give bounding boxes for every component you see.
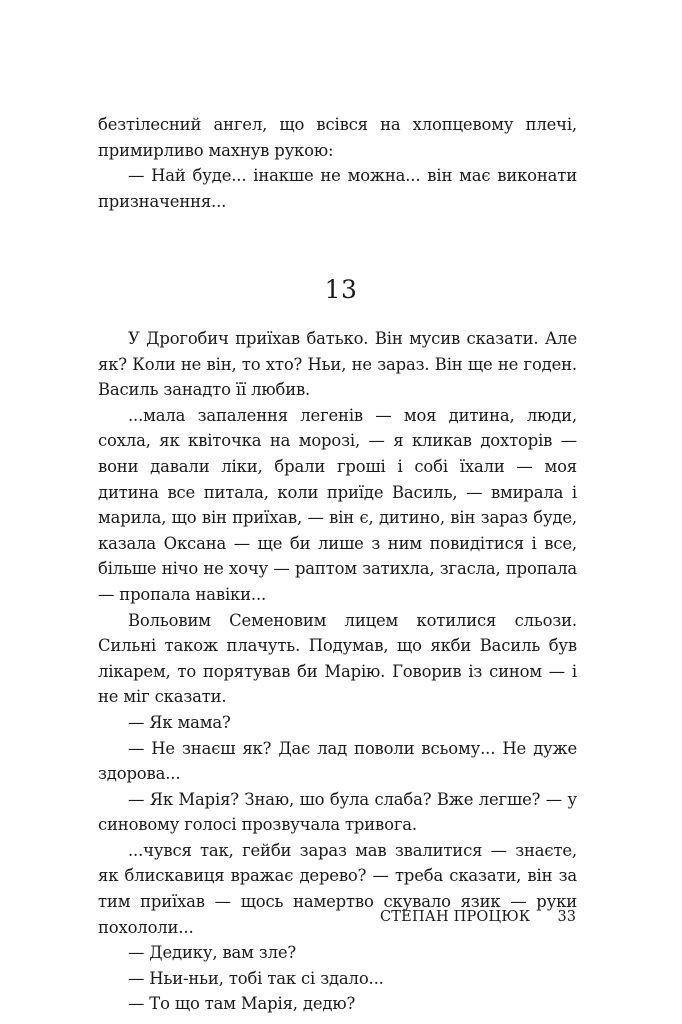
paragraph: ...чувся так, гейби зараз мав звалитися — знаєте, як блискавиця вражає дерево? — треба сказати, він за тим приїхав — щось намертво скувало язик — руки похололи... <box>98 840 577 937</box>
dialogue-line: — Ньи-ньи, тобі так сі здало... <box>128 968 384 988</box>
paragraph: — Най буде... інакше не можна... він має виконати призначення... <box>98 166 577 211</box>
dialogue-line: — Як мама? <box>128 712 231 732</box>
paragraph: Вольовим Семеновим лицем котилися сльози. Сильні також плачуть. Подумав, що якби Василь був лікарем, то порятував би Марію. Говорив із сином — і не міг сказати. <box>98 610 577 707</box>
paragraph: ...мала запалення легенів — моя дитина, люди, сохла, як квіточка на морозі, — я кликав дохторів — вони давали ліки, брали гроші і собі їхали — моя дитина все питала, коли приїде Василь, — вмирала і марила, що він приїхав, — він є, дитино, він зараз буде, казала Оксана — ще би лише з ним повидітися і все, більше нічо не хочу — раптом затихла, згасла, пропала — пропала навіки... <box>98 405 577 604</box>
running-footer-author: СТЕПАН ПРОЦЮК <box>380 909 531 925</box>
chapter-number: 13 <box>324 275 358 304</box>
paragraph: безтілесний ангел, що всівся на хлопцевому плечі, примирливо махнув рукою: <box>98 115 577 160</box>
page-number: 33 <box>557 909 576 925</box>
dialogue-line: — То що там Марія, дедю? <box>128 994 356 1014</box>
paragraph: У Дрогобич приїхав батько. Він мусив сказати. Але як? Коли не він, то хто? Ньи, не зараз. Він ще не годен. Василь занадто її любив. <box>98 329 577 400</box>
dialogue-line: — Не знаєш як? Дає лад поволи всьому... Не дуже здорова... <box>98 738 577 784</box>
dialogue-line: — Дедику, вам зле? <box>128 943 297 963</box>
dialogue-line: — Як Марія? Знаю, шо була слаба? Вже легше? — у синовому голосі прозвучала тривога. <box>98 789 577 835</box>
continuation-text <box>98 112 577 214</box>
